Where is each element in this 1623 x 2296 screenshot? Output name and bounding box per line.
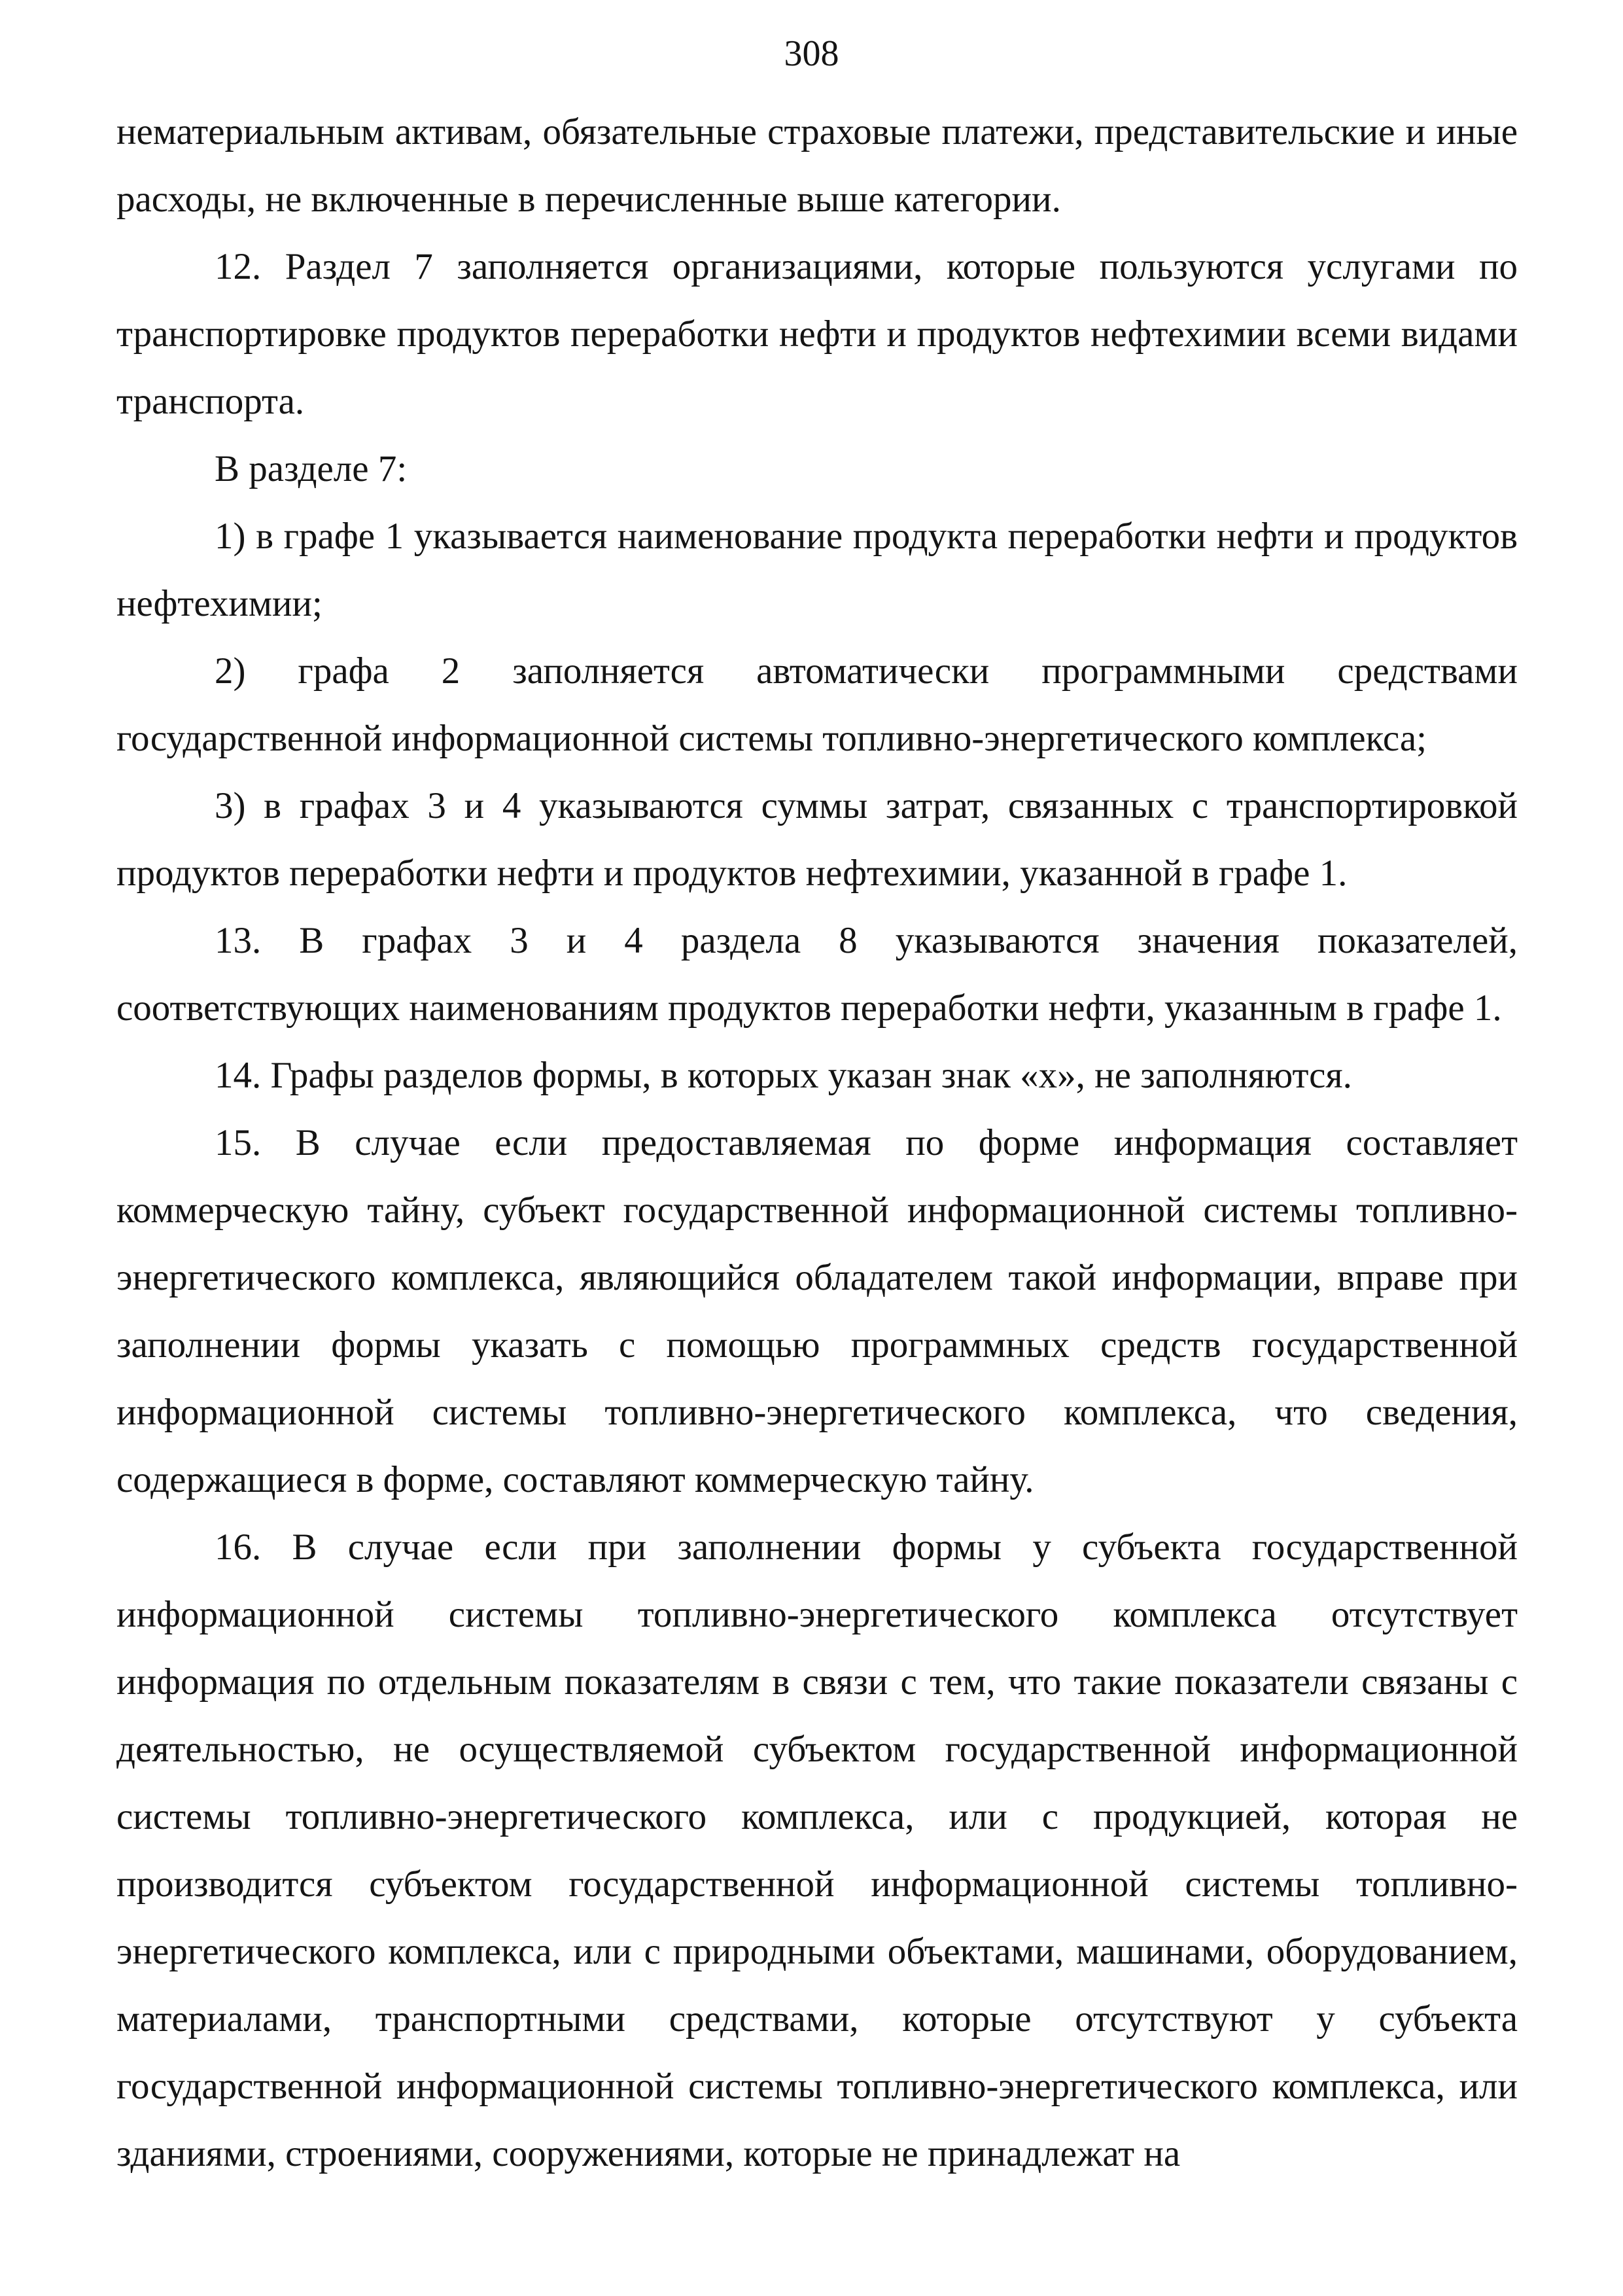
paragraph-subitem-1: 1) в графе 1 указывается наименование продукта переработки нефти и продуктов нефтехимии; xyxy=(116,516,1518,624)
paragraph-item-14: 14. Графы разделов формы, в которых указан знак «х», не заполняются. xyxy=(215,1055,1352,1096)
paragraph-subitem-3: 3) в графах 3 и 4 указываются суммы затрат, связанных с транспортировкой продуктов переработки нефти и продуктов нефтехимии, указанной в графе 1. xyxy=(116,785,1518,894)
paragraph-subitem-2: 2) графа 2 заполняется автоматически программными средствами государственной информационной системы топливно-энергетического комплекса; xyxy=(116,650,1518,759)
paragraph-item-12: 12. Раздел 7 заполняется организациями, которые пользуются услугами по транспортировке продуктов переработки нефти и продуктов нефтехимии всеми видами транспорта. xyxy=(116,246,1518,422)
page-number: 308 xyxy=(784,33,839,74)
document-body xyxy=(116,98,1518,2187)
paragraph-section-7-intro: В разделе 7: xyxy=(215,448,408,489)
paragraph-item-16: 16. В случае если при заполнении формы у субъекта государственной информационной системы топливно-энергетического комплекса отсутствует информация по отдельным показателям в связи с тем, что такие показатели связаны с деятельностью, не осуществляемой субъектом государственной информационной системы топливно-энергетического комплекса, или с продукцией, которая не производится субъектом государственной информационной системы топливно-энергетического комплекса, или с природными объектами, машинами, оборудованием, материалами, транспортными средствами, которые отсутствуют у субъекта государственной информационной системы топливно-энергетического комплекса, или зданиями, строениями, сооружениями, которые не принадлежат на xyxy=(116,1527,1518,2174)
paragraph-continuation: нематериальным активам, обязательные страховые платежи, представительские и иные расходы, не включенные в перечисленные выше категории. xyxy=(116,111,1518,220)
paragraph-item-15: 15. В случае если предоставляемая по форме информация составляет коммерческую тайну, субъект государственной информационной системы топливно-энергетического комплекса, являющийся обладателем такой информации, вправе при заполнении формы указать с помощью программных средств государственной информационной системы топливно-энергетического комплекса, что сведения, содержащиеся в форме, составляют коммерческую тайну. xyxy=(116,1122,1518,1500)
paragraph-item-13: 13. В графах 3 и 4 раздела 8 указываются значения показателей, соответствующих наименованиям продуктов переработки нефти, указанным в графе 1. xyxy=(116,920,1518,1029)
